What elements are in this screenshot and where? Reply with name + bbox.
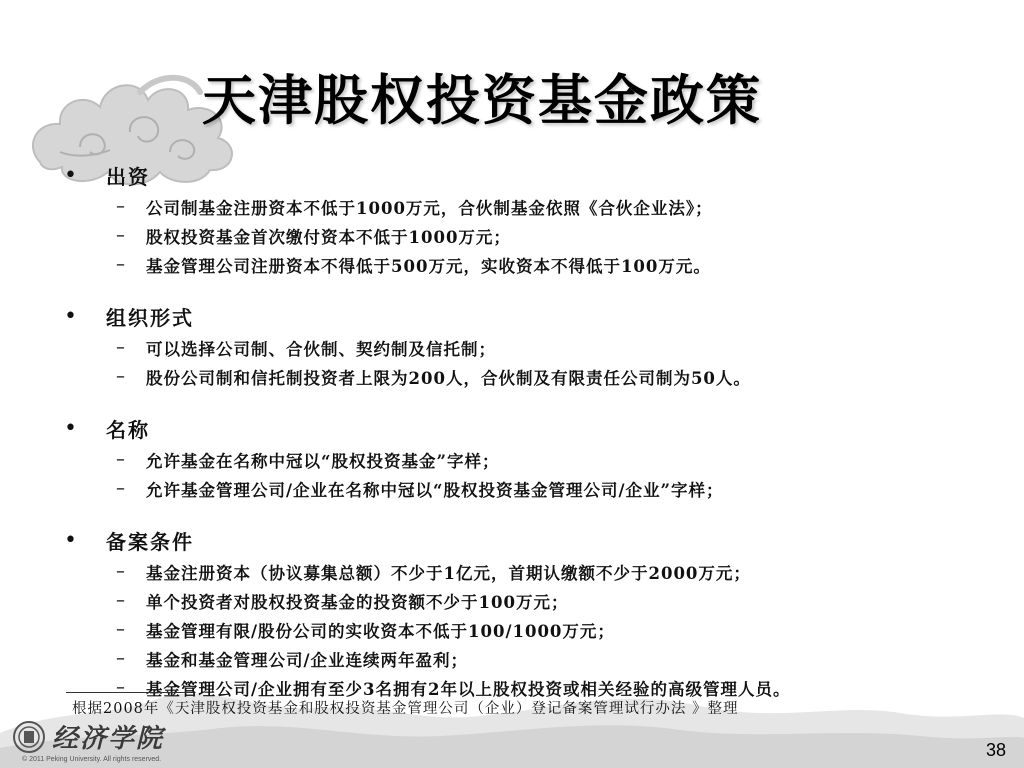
footnote: 根据2008年《天津股权投资基金和股权投资基金管理公司（企业）登记备案管理试行办法 》整理 bbox=[72, 701, 739, 717]
section-heading-row bbox=[60, 158, 1000, 192]
list-item-text: 可以选择公司制、合伙制、契约制及信托制； bbox=[146, 339, 496, 359]
dash-icon: – bbox=[116, 561, 125, 582]
dash-icon: – bbox=[116, 590, 125, 611]
dash-icon: – bbox=[116, 677, 125, 698]
dash-icon: – bbox=[116, 478, 125, 499]
section-capital bbox=[60, 158, 1000, 279]
dash-icon: – bbox=[116, 196, 125, 217]
bullet-icon: • bbox=[64, 527, 77, 553]
list-item bbox=[60, 644, 1000, 673]
list-item-text: 股权投资基金首次缴付资本不低于1000万元； bbox=[146, 227, 511, 247]
section-filing bbox=[60, 523, 1000, 702]
page-number: 38 bbox=[985, 740, 1006, 760]
slide-title: 天津股权投资基金政策 bbox=[202, 69, 762, 132]
content-area bbox=[60, 158, 1000, 722]
list-item bbox=[60, 557, 1000, 586]
section-heading-row bbox=[60, 411, 1000, 445]
section-heading: 出资 bbox=[106, 164, 150, 189]
university-seal-icon bbox=[12, 720, 46, 754]
school-logo-text: 经济学院 bbox=[52, 724, 165, 754]
list-item-text: 基金管理公司/企业拥有至少3名拥有2年以上股权投资或相关经验的高级管理人员。 bbox=[146, 679, 791, 699]
dash-icon: – bbox=[116, 366, 125, 387]
list-item bbox=[60, 221, 1000, 250]
list-item bbox=[60, 586, 1000, 615]
list-item-text: 基金和基金管理公司/企业连续两年盈利； bbox=[146, 650, 469, 670]
dash-icon: – bbox=[116, 254, 125, 275]
list-item-text: 公司制基金注册资本不低于1000万元，合伙制基金依照《合伙企业法》； bbox=[146, 198, 713, 218]
list-item-text: 基金管理有限/股份公司的实收资本不低于100/1000万元； bbox=[146, 621, 615, 641]
list-item bbox=[60, 615, 1000, 644]
list-item bbox=[60, 362, 1000, 391]
bullet-icon: • bbox=[64, 162, 77, 188]
list-item bbox=[60, 445, 1000, 474]
bullet-icon: • bbox=[64, 415, 77, 441]
list-item bbox=[60, 474, 1000, 503]
section-heading: 组织形式 bbox=[106, 305, 194, 330]
dash-icon: – bbox=[116, 225, 125, 246]
section-heading: 备案条件 bbox=[106, 529, 194, 554]
list-item-text: 股份公司制和信托制投资者上限为200人，合伙制及有限责任公司制为50人。 bbox=[146, 368, 751, 388]
section-heading: 名称 bbox=[106, 417, 150, 442]
list-item bbox=[60, 333, 1000, 362]
school-logo bbox=[12, 718, 164, 755]
list-item-text: 基金管理公司注册资本不得低于500万元，实收资本不得低于100万元。 bbox=[146, 256, 711, 276]
list-item-text: 基金注册资本（协议募集总额）不少于1亿元，首期认缴额不少于2000万元； bbox=[146, 563, 751, 583]
section-organization bbox=[60, 299, 1000, 391]
dash-icon: – bbox=[116, 337, 125, 358]
list-item-text: 单个投资者对股权投资基金的投资额不少于100万元； bbox=[146, 592, 569, 612]
footnote-divider bbox=[66, 692, 191, 693]
list-item bbox=[60, 192, 1000, 221]
dash-icon: – bbox=[116, 619, 125, 640]
section-heading-row bbox=[60, 523, 1000, 557]
dash-icon: – bbox=[116, 449, 125, 470]
bullet-icon: • bbox=[64, 303, 77, 329]
list-item-text: 允许基金管理公司/企业在名称中冠以“股权投资基金管理公司/企业”字样； bbox=[146, 480, 724, 500]
dash-icon: – bbox=[116, 648, 125, 669]
section-name bbox=[60, 411, 1000, 503]
list-item bbox=[60, 250, 1000, 279]
section-heading-row bbox=[60, 299, 1000, 333]
copyright-text: © 2011 Peking University. All rights reserved. bbox=[22, 756, 162, 763]
list-item-text: 允许基金在名称中冠以“股权投资基金”字样； bbox=[146, 451, 500, 471]
